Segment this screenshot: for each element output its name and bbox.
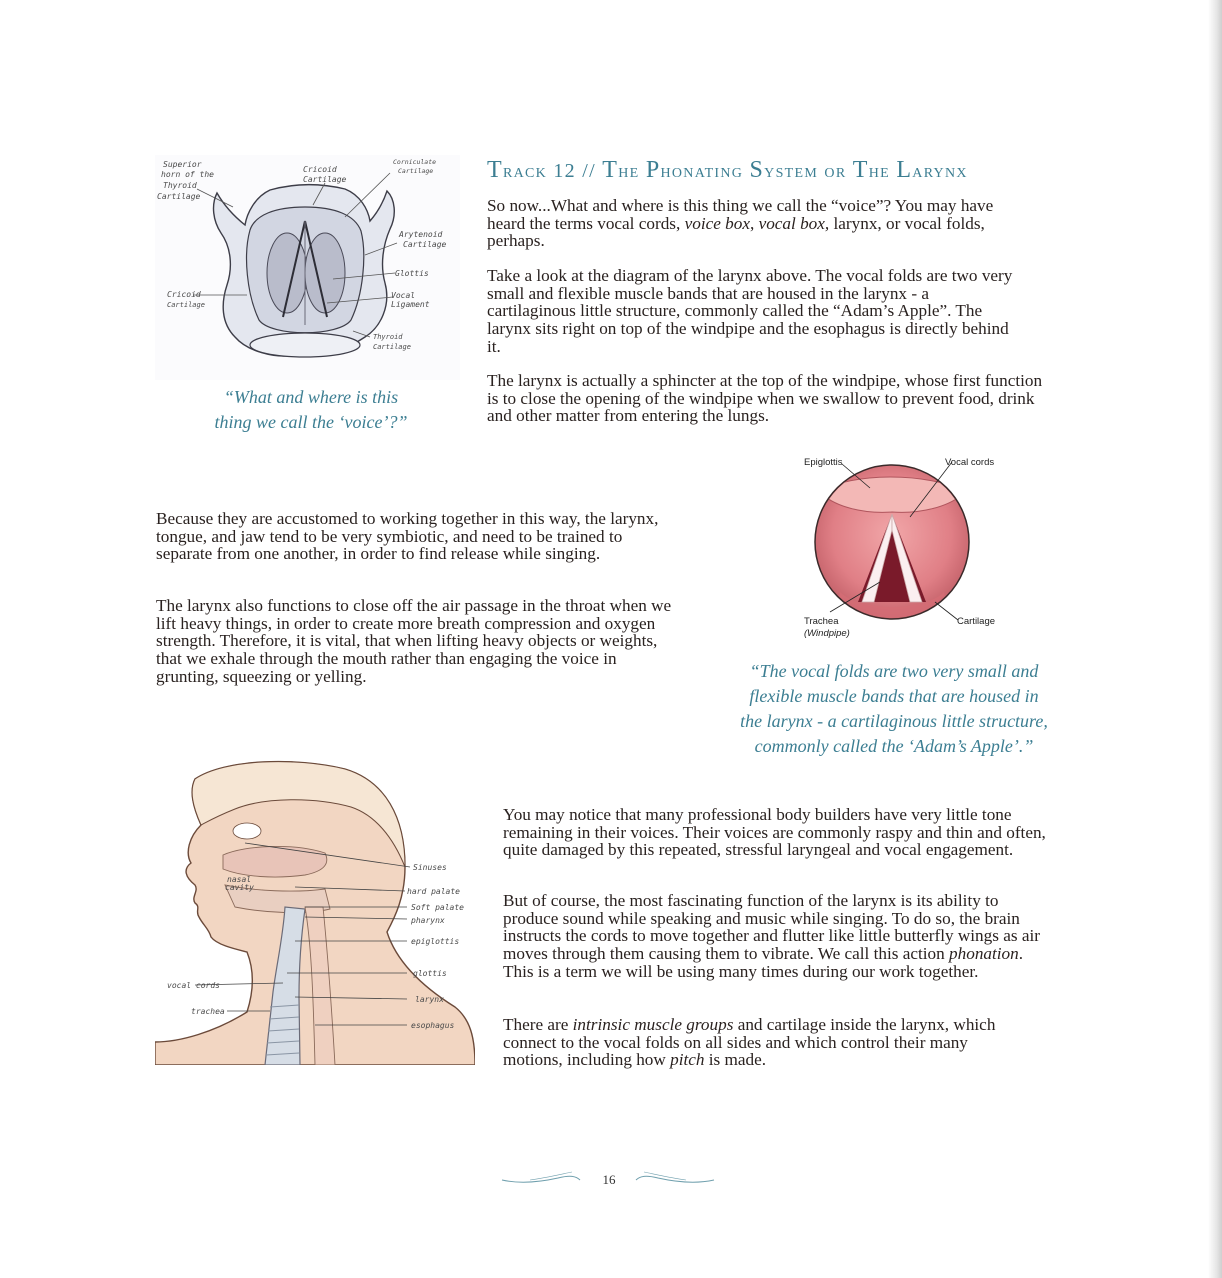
pull-quote-2-line-3: the larynx - a cartilaginous little structure, [740, 711, 1048, 731]
svg-text:Cartilage [373, 343, 411, 351]
pull-quote-1-line-1: “What and where is this [223, 387, 399, 407]
intro-paragraph-2: Take a look at the diagram of the larynx above. The vocal folds are two very small and flexible muscle bands that are housed in the larynx - a cartilaginous little structure, commonly called the “Adam’s Apple”. The larynx sits right on top of the windpipe and the esophagus is directly behind it. [487, 266, 1013, 356]
label-superior-3: Thyroid [163, 181, 197, 190]
svg-text:Cartilage [403, 240, 447, 249]
svg-text:Corniculate [393, 158, 436, 166]
intro-paragraph-3: The larynx is actually a sphincter at the top of the windpipe, whose first function is to close the opening of the windpipe when we swallow to prevent food, drink and other matter from entering the lungs. [487, 371, 1043, 426]
svg-text:Ligament [391, 300, 430, 309]
svg-text:Vocal cords [945, 457, 994, 468]
vocal-cords-diagram [800, 452, 1010, 642]
label-corniculate-1: Corniculate [393, 158, 437, 166]
svg-text:esophagus [411, 1021, 455, 1030]
page-number: 16 [602, 1172, 616, 1187]
label-epiglottis-head: epiglottis [411, 937, 460, 946]
pull-quote-2 [720, 659, 1068, 759]
label-windpipe: (Windpipe) [804, 628, 850, 639]
label-cricoid-left-2: Cartilage [167, 301, 205, 309]
svg-text:Superior [163, 160, 202, 169]
svg-text:Glottis [395, 269, 429, 278]
svg-text:Thyroid [373, 333, 403, 341]
label-vocal-cords-head: vocal cords [167, 981, 220, 990]
label-hard-palate: hard palate [407, 887, 460, 896]
label-vocal-ligament-1: Vocal [391, 291, 416, 300]
svg-text:trachea [191, 1007, 225, 1016]
label-sinuses: Sinuses [413, 863, 447, 872]
label-thyroid-1: Thyroid [373, 333, 403, 341]
pull-quote-2-line-2: flexible muscle bands that are housed in [749, 686, 1039, 706]
svg-text:Thyroid [163, 181, 197, 190]
svg-text:Cartilage [167, 301, 205, 309]
lower-paragraph-3: There are intrinsic muscle groups and cartilage inside the larynx, which connect to the vocal folds on all sides and which control their many motions, including how pitch is made. [503, 1015, 996, 1070]
label-arytenoid-2: Cartilage [403, 240, 447, 249]
svg-text:larynx [415, 995, 444, 1004]
label-glottis-head: glottis [413, 969, 447, 978]
svg-text:Arytenoid [398, 230, 443, 239]
label-superior-4: Cartilage [157, 192, 201, 201]
svg-text:Epiglottis [804, 457, 843, 468]
ornament-right-swash [636, 1176, 714, 1182]
svg-text:glottis [413, 969, 447, 978]
ornament-left-swash [502, 1176, 580, 1182]
label-trachea-head: trachea [191, 1007, 225, 1016]
label-nasal: nasal [227, 875, 252, 884]
svg-text:Cartilage [303, 175, 347, 184]
svg-text:vocal cords [167, 981, 220, 990]
label-superior-2: horn of the [161, 170, 214, 179]
svg-text:epiglottis [411, 937, 459, 946]
nasal-cavity [223, 846, 327, 877]
pull-quote-1 [186, 385, 436, 435]
label-superior-1: Superior [163, 160, 202, 169]
pull-quote-2-line-1: “The vocal folds are two very small and [749, 661, 1039, 681]
larynx-sketch-diagram [155, 155, 460, 380]
label-cricoid-left-1: Cricoid [167, 290, 201, 299]
svg-text:Vocal [391, 291, 415, 300]
cricoid-ring [250, 333, 360, 357]
pull-quote-2-line-4: commonly called the ‘Adam’s Apple’.” [754, 736, 1034, 756]
label-soft-palate: Soft palate [411, 903, 464, 912]
lower-paragraph-1: You may notice that many professional body builders have very little tone remaining in their voices. Their voices are commonly raspy and thin and often, quite damaged by this repeated, stressful laryngeal and vocal engagement. [503, 805, 1046, 860]
svg-text:Cartilage [157, 192, 201, 201]
label-corniculate-2: Cartilage [398, 167, 434, 175]
head-anatomy-diagram [155, 757, 475, 1065]
eye [233, 823, 261, 839]
svg-text:Soft palate [411, 903, 464, 912]
svg-text:Cartilage [398, 167, 433, 175]
label-vocal-ligament-2: Ligament [391, 300, 430, 309]
label-glottis: Glottis [395, 269, 429, 278]
label-esophagus: esophagus [411, 1021, 455, 1030]
label-cricoid-top-1: Cricoid [303, 165, 337, 174]
intro-paragraph-1: So now...What and where is this thing we call the “voice”? You may have heard the terms vocal cords, voice box, vocal box, larynx, or vocal folds, perhaps. [487, 196, 994, 251]
page-edge-shadow [1208, 0, 1222, 1278]
label-cartilage: Cartilage [957, 616, 996, 627]
label-arytenoid-1: Arytenoid [399, 230, 443, 239]
label-cavity: cavity [225, 883, 254, 892]
label-pharynx: pharynx [411, 916, 445, 925]
pull-quote-1-line-2: thing we call the ‘voice’?” [214, 412, 408, 432]
svg-text:(Windpipe) [804, 628, 850, 639]
svg-text:Cricoid [167, 290, 201, 299]
svg-text:Trachea [804, 616, 839, 627]
label-epiglottis: Epiglottis [804, 457, 843, 468]
middle-paragraph-1: Because they are accustomed to working together in this way, the larynx, tongue, and jaw tend to be very symbiotic, and need to be trained to separate from one another, in order to find release while singing. [156, 509, 659, 564]
svg-text:Sinuses [413, 863, 447, 872]
svg-text:hard palate [407, 887, 460, 896]
svg-text:horn of the [161, 170, 214, 179]
svg-text:cavity [225, 883, 254, 892]
label-larynx: larynx [415, 995, 444, 1004]
page-title: Track 12 // The Phonating System or The Larynx [487, 157, 968, 183]
label-thyroid-2: Cartilage [373, 343, 411, 351]
svg-text:Cartilage [957, 616, 995, 627]
svg-text:Cricoid [303, 165, 337, 174]
label-trachea: Trachea [804, 616, 839, 627]
lower-paragraph-2: But of course, the most fascinating function of the larynx is its ability to produce sound while speaking and music while singing. To do so, the brain instructs the cords to move together and flutter like little butterfly wings as air moves through them causing them to vibrate. We call this action phonation. This is a term we will be using many times during our work together. [503, 891, 1040, 981]
label-vocal-cords: Vocal cords [945, 457, 995, 468]
svg-text:pharynx [410, 916, 445, 925]
label-cricoid-top-2: Cartilage [303, 175, 347, 184]
middle-paragraph-2: The larynx also functions to close off the air passage in the throat when we lift heavy things, in order to create more breath compression and oxygen strength. Therefore, it is vital, that when lifting heavy objects or weights, that we exhale through the mouth rather than engaging the voice in grunting, squeezing or yelling. [156, 596, 672, 686]
